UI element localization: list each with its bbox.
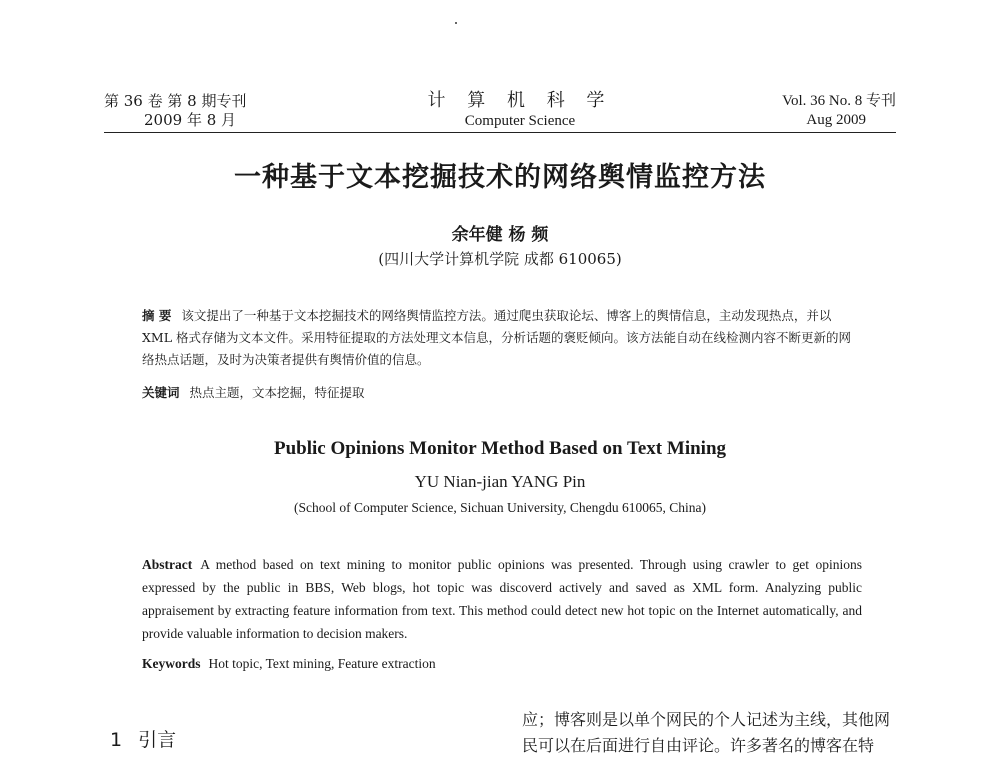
journal-name-en: Computer Science xyxy=(464,113,576,129)
keywords-en xyxy=(142,656,436,672)
abstract-en-label: Abstract xyxy=(142,557,193,572)
journal-issue-info xyxy=(104,92,246,130)
abstract-en xyxy=(142,553,862,645)
section-title: 引言 xyxy=(138,729,177,751)
paper-title: 一种基于文本挖掘技术的网络舆情监控方法 xyxy=(234,162,766,193)
volume-issue-en: Vol. 36 No. 8 专刊 xyxy=(782,93,896,109)
header-rule xyxy=(104,132,896,133)
issue-date: 2009 年 8 月 xyxy=(144,111,237,129)
paper-authors-en: YU Nian-jian YANG Pin xyxy=(414,472,586,491)
abstract-cn xyxy=(142,305,862,371)
keywords-cn-label: 关键词 xyxy=(142,385,180,400)
abstract-cn-text: 该文提出了一种基于文本挖掘技术的网络舆情监控方法。通过爬虫获取论坛、博客上的舆情信息，主动发现热点，并以 XML 格式存储为文本文件。采用特征提取的方法处理文本信息，分析话题的褒贬倾向。该方法能自动在线检测内容不断更新的网络热点话题，及时为决策者提供有舆情价值的信息。 xyxy=(142,308,851,367)
abstract-en-text: A method based on text mining to monitor public opinions was presented. Through using crawler to get opinions expressed by the public in BBS, Web blogs, hot topic was discoverd actively and saved as XML form. Analyzing public appraisement by extracting feature information from text. This method could detect new hot topic on the Internet automatically, and provide valuable information to decision makers. xyxy=(142,557,862,641)
paper-authors: 余年健 杨 频 xyxy=(451,225,549,245)
keywords-cn xyxy=(142,383,862,401)
section-heading xyxy=(110,725,176,752)
section-number: 1 xyxy=(110,729,123,751)
volume-issue: 第 36 卷 第 8 期专刊 xyxy=(104,92,247,110)
paper-title-en: Public Opinions Monitor Method Based on Text Mining xyxy=(273,438,727,459)
body-line: 民可以在后面进行自由评论。许多著名的博客在特 xyxy=(522,736,875,755)
paper-affiliation: (四川大学计算机学院 成都 610065) xyxy=(378,250,622,268)
issue-date-en: Aug 2009 xyxy=(806,112,866,128)
journal-name-cn: 计 算 机 科 学 xyxy=(427,90,613,111)
journal-name xyxy=(420,90,620,130)
body-text-right-column xyxy=(522,707,900,759)
scan-dot xyxy=(455,22,457,24)
body-line: 应；博客则是以单个网民的个人记述为主线，其他网 xyxy=(522,710,891,729)
abstract-cn-label: 摘 要 xyxy=(142,308,172,323)
keywords-cn-text: 热点主题，文本挖掘，特征提取 xyxy=(189,385,365,400)
keywords-en-label: Keywords xyxy=(142,656,201,671)
journal-issue-info-en xyxy=(782,92,896,130)
paper-affiliation-en: (School of Computer Science, Sichuan University, Chengdu 610065, China) xyxy=(294,500,706,515)
keywords-en-text: Hot topic, Text mining, Feature extraction xyxy=(208,656,436,671)
